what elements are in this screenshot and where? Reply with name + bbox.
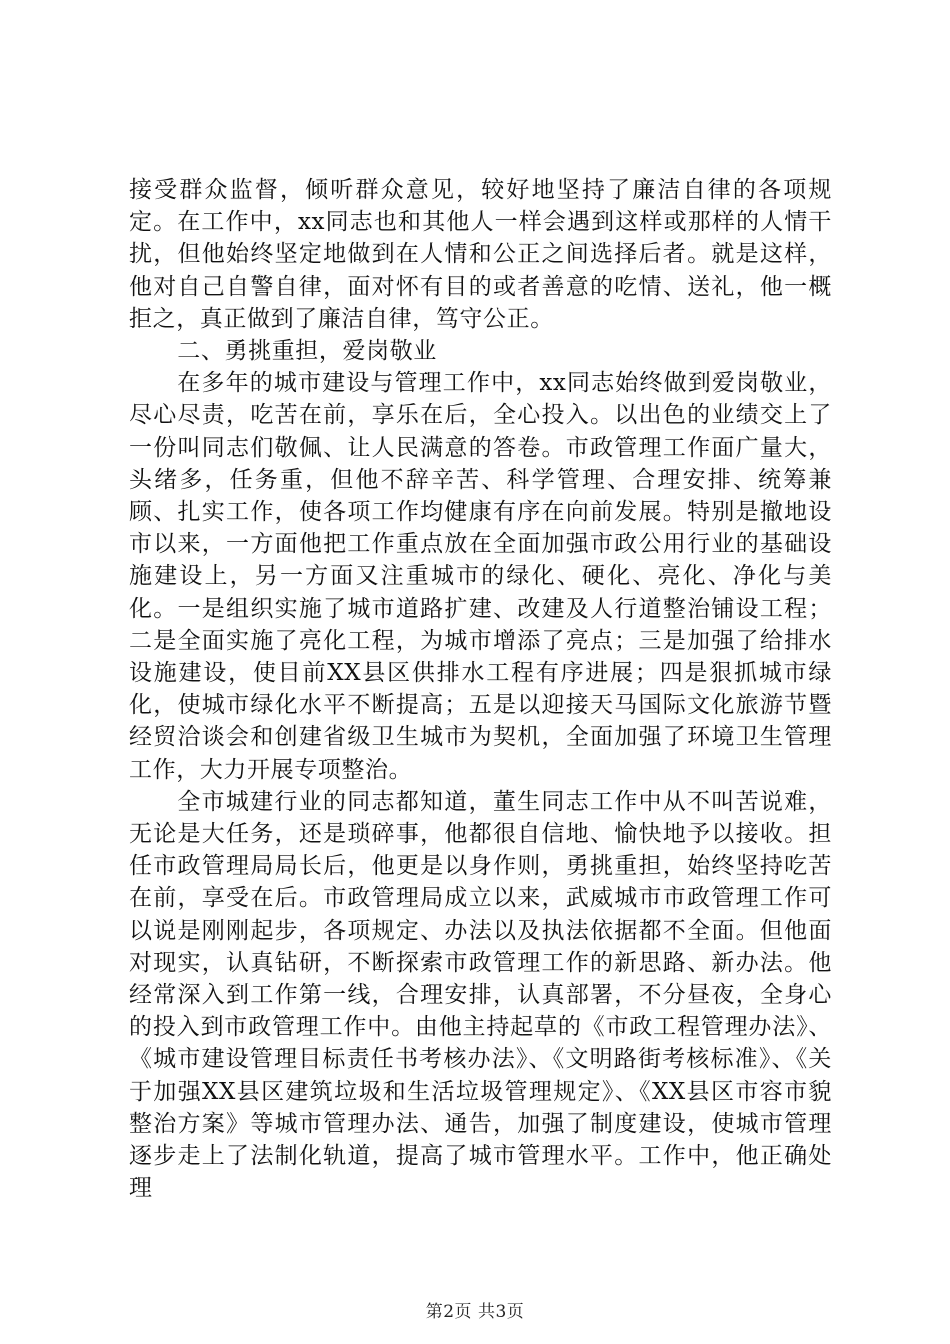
paragraph-dedication: 在多年的城市建设与管理工作中，xx同志始终做到爱岗敬业，尽心尽责，吃苦在前，享乐在后，全心投入。以出色的业绩交上了一份叫同志们敬佩、让人民满意的答卷。市政管理工作面广量大，头绪多，任务重，但他不辞辛苦、科学管理、合理安排、统筹兼顾、扎实工作，使各项工作均健康有序在向前发展。特别是撤地设市以来，一方面他把工作重点放在全面加强市政公用行业的基础设施建设上，另一方面又注重城市的绿化、硬化、亮化、净化与美化。一是组织实施了城市道路扩建、改建及人行道整治铺设工程；二是全面实施了亮化工程，为城市增添了亮点；三是加强了给排水设施建设，使目前XX县区供排水工程有序进展；四是狠抓城市绿化，使城市绿化水平不断提高；五是以迎接天马国际文化旅游节暨经贸洽谈会和创建省级卫生城市为契机，全面加强了环境卫生管理工作，大力开展专项整治。: [129, 370, 832, 783]
document-body: [129, 174, 832, 1205]
paragraph-responsibility: 全市城建行业的同志都知道，董生同志工作中从不叫苦说难，无论是大任务，还是琐碎事，他都很自信地、愉快地予以接收。担任市政管理局局长后，他更是以身作则，勇挑重担，始终坚持吃苦在前，享受在后。市政管理局成立以来，武威城市市政管理工作可以说是刚刚起步，各项规定、办法以及执法依据都不全面。但他面对现实，认真钻研，不断探索市政管理工作的新思路、新办法。他经常深入到工作第一线，合理安排，认真部署，不分昼夜，全身心的投入到市政管理工作中。由他主持起草的《市政工程管理办法》、《城市建设管理目标责任书考核办法》、《文明路街考核标准》、《关于加强XX县区建筑垃圾和生活垃圾管理规定》、《XX县区市容市貌整治方案》等城市管理办法、通告，加强了制度建设，使城市管理逐步走上了法制化轨道，提高了城市管理水平。工作中，他正确处理: [129, 788, 832, 1202]
section-heading-2: 二、勇挑重担，爱岗敬业: [177, 338, 437, 365]
page-footer: 第2页 共3页: [425, 1302, 525, 1322]
paragraph-integrity-continued: 接受群众监督，倾听群众意见，较好地坚持了廉洁自律的各项规定。在工作中，xx同志也和其他人一样会遇到这样或那样的人情干扰，但他始终坚定地做到在人情和公正之间选择后者。就是这样，他对自己自警自律，面对怀有目的或者善意的吃情、送礼，他一概拒之，真正做到了廉洁自律，笃守公正。: [129, 177, 832, 332]
